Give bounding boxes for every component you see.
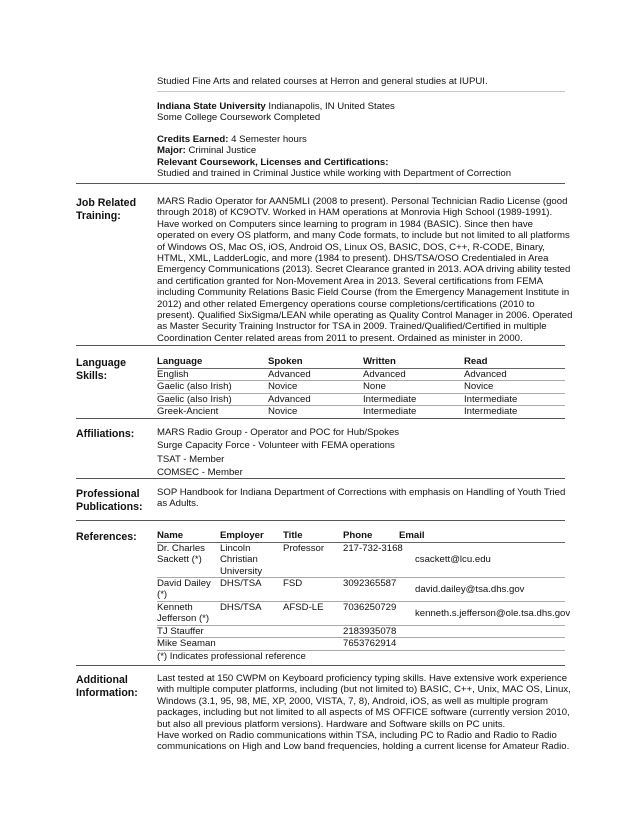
school-name: Indiana State University bbox=[157, 101, 266, 112]
affiliations-label: Affiliations: bbox=[76, 428, 135, 440]
training-line: as Master Security Training Instructor for TSA in 2009. Trained/Qualified/Certified in multiple bbox=[157, 321, 547, 333]
divider bbox=[157, 91, 565, 92]
section-divider bbox=[76, 183, 565, 184]
table-cell: Novice bbox=[464, 381, 494, 393]
table-cell: Advanced bbox=[363, 369, 406, 380]
herron-study-line: Studied Fine Arts and related courses at Herron and general studies at IUPUI. bbox=[157, 76, 488, 87]
publications-label-line: Professional bbox=[76, 488, 140, 500]
coursework-value: Studied and trained in Criminal Justice while working with Department of Correction bbox=[157, 168, 512, 180]
section-divider bbox=[76, 665, 565, 666]
column-header: Name bbox=[157, 530, 184, 541]
column-header: Written bbox=[363, 356, 396, 367]
ref-name-line: Dr. Charles bbox=[157, 543, 205, 554]
section-divider bbox=[76, 520, 565, 521]
column-header: Phone bbox=[343, 530, 373, 541]
ref-phone: 7653762914 bbox=[343, 638, 397, 650]
list-item: TSAT - Member bbox=[157, 453, 225, 465]
language-label-line: Language bbox=[76, 357, 127, 369]
table-cell: None bbox=[363, 381, 386, 393]
ref-employer: DHS/TSA bbox=[220, 578, 262, 589]
ref-employer-line: Christian bbox=[220, 554, 258, 566]
training-line: and certification granted for Non-Movement Area in 2013. Several certifications from FEMA bbox=[157, 275, 544, 287]
table-row bbox=[157, 651, 565, 663]
job-training-text bbox=[157, 196, 573, 344]
additional-line: Last tested at 150 CWPM on Keyboard proficiency typing skills. Have extensive work experience bbox=[157, 673, 568, 684]
column-header: Language bbox=[157, 356, 203, 367]
table-row bbox=[157, 602, 571, 626]
training-line: Coordination Center related areas from 2011 to present. Ordained as minister in 2000. bbox=[157, 332, 523, 344]
list-item: COMSEC - Member bbox=[157, 467, 243, 479]
ref-name-line: Kenneth bbox=[157, 602, 193, 613]
table-cell: Intermediate bbox=[464, 393, 518, 405]
column-header: Spoken bbox=[268, 356, 303, 367]
ref-employer-line: Lincoln bbox=[220, 543, 251, 554]
table-cell: Intermediate bbox=[464, 406, 518, 418]
language-label-line: Skills: bbox=[76, 369, 108, 382]
additional-line: communications on High and Low band frequencies, holding a current license for Amateur Radio. bbox=[157, 741, 570, 753]
table-cell: Intermediate bbox=[363, 406, 417, 418]
language-table bbox=[157, 356, 565, 419]
table-row bbox=[157, 543, 565, 578]
training-line: of Windows OS, Mac OS, iOS, Android OS, Linux OS, BASIC, DOS, C++, R-CODE, Binary, bbox=[157, 241, 545, 253]
column-header: Read bbox=[464, 356, 488, 367]
additional-line: Windows (3.1, 95, 98, ME, XP, 2000, VISTA, 7, 8), Android, iOS, as well as multiple program bbox=[157, 695, 549, 707]
affiliations-list bbox=[157, 427, 569, 481]
ref-title: Professor bbox=[283, 543, 325, 554]
training-line: operated on every OS platform, and many Code formats, to include but not limited to all platforms bbox=[157, 230, 570, 242]
publications-label bbox=[76, 488, 154, 513]
list-item: Surge Capacity Force - Volunteer with FEMA operations bbox=[157, 440, 395, 452]
publications-label-line: Publications: bbox=[76, 500, 143, 513]
ref-name-line: Sackett (*) bbox=[157, 554, 202, 566]
table-cell: Gaelic (also Irish) bbox=[157, 393, 232, 405]
section-divider bbox=[76, 418, 565, 419]
ref-email: david.dailey@tsa.dhs.gov bbox=[415, 584, 525, 595]
additional-label bbox=[76, 674, 154, 699]
ref-employer: DHS/TSA bbox=[220, 602, 262, 613]
ref-title: AFSD-LE bbox=[283, 602, 324, 613]
ref-name bbox=[157, 602, 209, 625]
publication-line: as Adults. bbox=[157, 498, 199, 510]
additional-line: but also all previous platform versions). Hardware and Software skills on PC units. bbox=[157, 718, 506, 730]
table-row bbox=[157, 369, 565, 381]
publications-text bbox=[157, 487, 569, 510]
ref-phone: 217-732-3168 bbox=[343, 543, 403, 554]
training-line: including Community Relations Basic Field Course (from the Emergency Management Institute in bbox=[157, 287, 570, 299]
additional-label-line: Additional bbox=[76, 674, 128, 686]
job-training-label bbox=[76, 197, 154, 222]
credits-label: Credits Earned: bbox=[157, 134, 229, 145]
ref-name-line: David Dailey bbox=[157, 578, 211, 589]
references-table bbox=[157, 530, 571, 663]
job-training-label-line: Training: bbox=[76, 209, 121, 222]
school-location: Indianapolis, IN United States bbox=[265, 101, 395, 112]
additional-label-line: Information: bbox=[76, 686, 138, 699]
ref-name bbox=[157, 543, 205, 566]
ref-phone: 2183935078 bbox=[343, 626, 397, 637]
section-divider bbox=[76, 345, 565, 346]
training-line: Have worked on Computers since learning to program in 1984 (BASIC). Since then have bbox=[157, 218, 533, 230]
table-cell: Advanced bbox=[268, 393, 311, 405]
ref-employer bbox=[220, 543, 262, 577]
school-note: Some College Coursework Completed bbox=[157, 112, 321, 124]
ref-email: csackett@lcu.edu bbox=[415, 554, 491, 565]
list-item: MARS Radio Group - Operator and POC for Hub/Spokes bbox=[157, 427, 400, 438]
ref-name-line: (*) bbox=[157, 589, 168, 601]
column-header: Email bbox=[399, 530, 425, 541]
table-cell: Novice bbox=[268, 406, 298, 418]
language-label bbox=[76, 357, 154, 382]
additional-line: packages, including but not limited to all aspects of MS OFFICE software (currently version 2010, bbox=[157, 707, 570, 719]
table-row bbox=[157, 381, 565, 393]
reference-note: (*) Indicates professional reference bbox=[157, 650, 306, 662]
ref-email: kenneth.s.jefferson@ole.tsa.dhs.gov bbox=[415, 608, 571, 619]
ref-title: FSD bbox=[283, 578, 303, 589]
ref-phone: 3092365587 bbox=[343, 578, 397, 589]
table-row bbox=[157, 626, 565, 638]
table-header-row bbox=[157, 530, 565, 543]
ref-name: TJ Stauffer bbox=[157, 626, 204, 637]
ref-name-line: Jefferson (*) bbox=[157, 613, 210, 625]
table-cell: English bbox=[157, 369, 189, 380]
credits-block bbox=[157, 134, 569, 180]
training-line: Emergency Communications (2013). Secret Clearance granted in 2013. AOA driving ability tested bbox=[157, 264, 571, 276]
publication-line: SOP Handbook for Indiana Department of Corrections with emphasis on Handling of Youth Tried bbox=[157, 487, 566, 498]
training-line: MARS Radio Operator for AAN5MLI (2008 to present). Personal Technician Radio License (good bbox=[157, 196, 568, 207]
table-cell: Novice bbox=[268, 381, 298, 393]
table-row bbox=[157, 394, 565, 406]
training-line: through 2018) of KC9OTV. Worked in HAM operations at Monrovia High School (1989-1991). bbox=[157, 207, 553, 219]
column-header: Employer bbox=[220, 530, 264, 541]
table-cell: Advanced bbox=[464, 369, 507, 380]
table-row bbox=[157, 638, 565, 650]
ref-phone: 7036250729 bbox=[343, 602, 397, 613]
training-line: HTML, XML, LadderLogic, and more (1984 to present). DHS/TSA/OSO Credentialed in Area bbox=[157, 253, 549, 265]
table-cell: Gaelic (also Irish) bbox=[157, 381, 232, 393]
table-header-row bbox=[157, 356, 565, 369]
section-divider bbox=[76, 478, 565, 479]
additional-text bbox=[157, 673, 569, 753]
additional-line: Have worked on Radio communications within TSA, including PC to Radio and Radio to Radio bbox=[157, 730, 557, 742]
coursework-label: Relevant Coursework, Licenses and Certifications: bbox=[157, 156, 389, 168]
table-cell: Greek-Ancient bbox=[157, 406, 219, 418]
table-row bbox=[157, 578, 565, 602]
training-line: 2012) and other related Emergency operations course completions/certifications (2010 to bbox=[157, 298, 535, 310]
ref-employer-line: University bbox=[220, 565, 263, 577]
school-entry bbox=[157, 101, 569, 124]
table-row bbox=[157, 406, 565, 418]
ref-name bbox=[157, 578, 211, 601]
job-training-label-line: Job Related bbox=[76, 197, 137, 209]
additional-line: with multiple computer platforms, including (but not limited to) BASIC, C++, Unix, MAC OS, Linux, bbox=[157, 684, 571, 696]
credits-value: 4 Semester hours bbox=[228, 134, 307, 145]
training-line: present). Qualified SixSigma/LEAN while operating as Quality Control Manager in 2006. Operated bbox=[157, 310, 573, 322]
references-label: References: bbox=[76, 531, 137, 543]
ref-name: Mike Seaman bbox=[157, 638, 216, 650]
column-header: Title bbox=[283, 530, 303, 541]
major-value: Criminal Justice bbox=[185, 145, 257, 157]
table-cell: Advanced bbox=[268, 369, 311, 380]
table-cell: Intermediate bbox=[363, 393, 417, 405]
major-label: Major: bbox=[157, 145, 186, 157]
